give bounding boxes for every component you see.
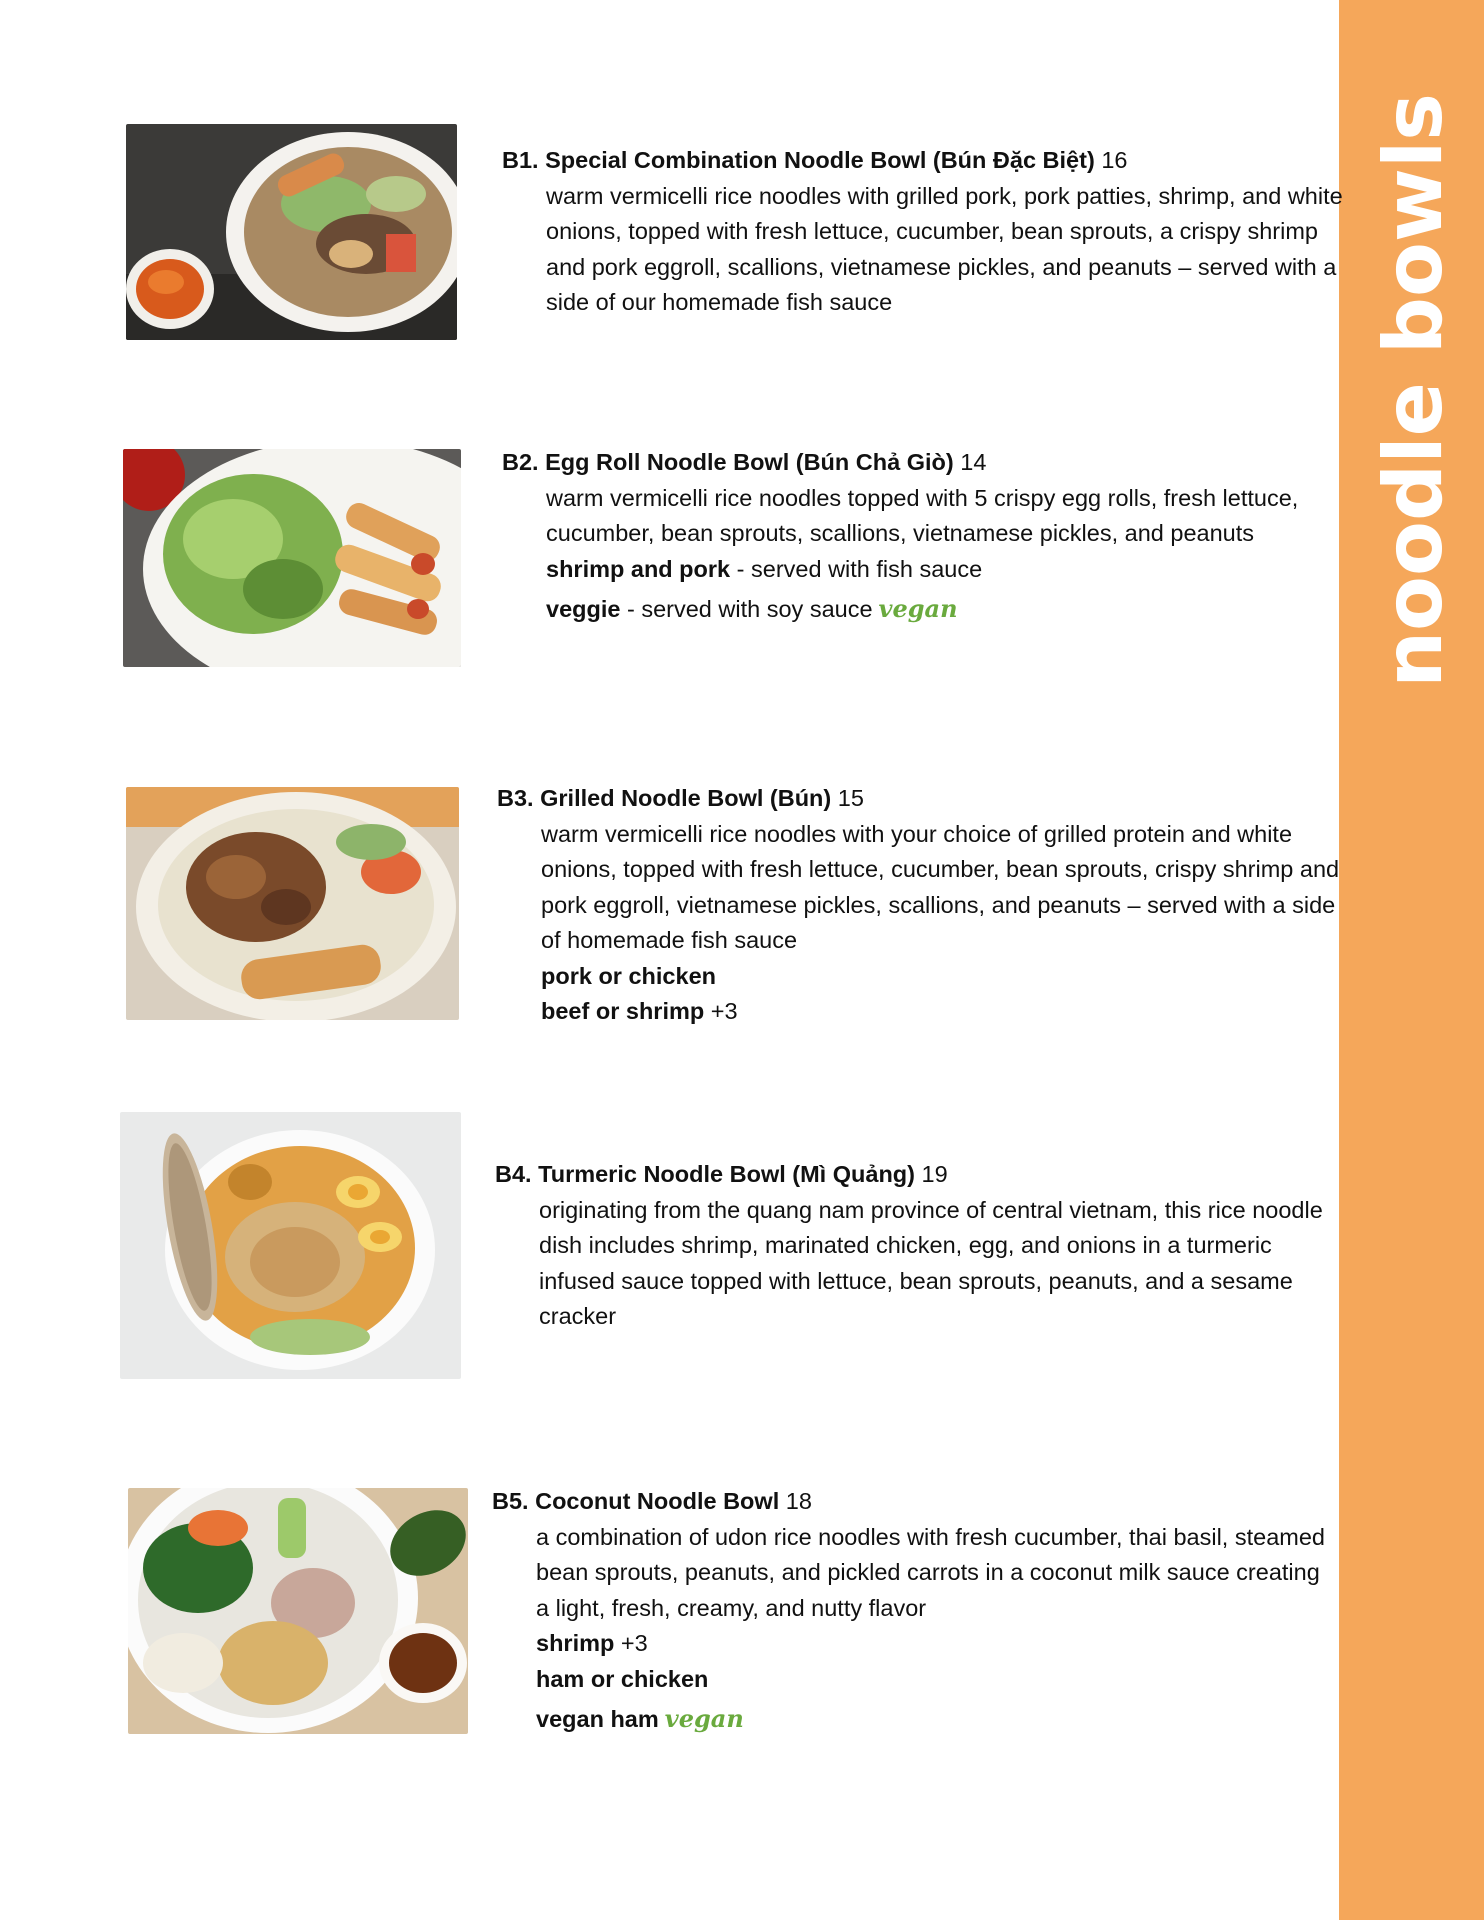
option-note: +3 — [704, 998, 738, 1024]
item-name: Egg Roll Noodle Bowl (Bún Chả Giò) — [545, 449, 954, 475]
item-option — [536, 1662, 1336, 1698]
dish-photo-b3 — [126, 787, 459, 1020]
item-title — [495, 1157, 1339, 1193]
side-banner-label: noodle bowls — [1366, 92, 1460, 688]
item-description: warm vermicelli rice noodles topped with 5 crispy egg rolls, fresh lettuce, cucumber, bean sprouts, scallions, vietnamese pickles, and peanuts — [546, 484, 1299, 546]
item-title — [502, 143, 1346, 179]
item-name: Special Combination Noodle Bowl (Bún Đặc Biệt) — [545, 147, 1095, 173]
menu-item-b4 — [495, 1157, 1339, 1335]
menu-item-b2 — [502, 445, 1346, 628]
item-name: Turmeric Noodle Bowl (Mì Quảng) — [538, 1161, 915, 1187]
item-price: 15 — [837, 785, 864, 811]
option-label: veggie — [546, 596, 621, 622]
item-option — [546, 552, 1346, 588]
dish-photo-b4 — [120, 1112, 461, 1379]
item-description: originating from the quang nam province of central vietnam, this rice noodle dish includes shrimp, marinated chicken, egg, and onions in a turmeric infused sauce topped with lettuce, bean sprouts, peanuts, and a sesame cracker — [539, 1196, 1323, 1329]
item-option — [541, 994, 1341, 1030]
vegan-badge: vegan — [664, 1704, 744, 1733]
option-label: shrimp — [536, 1630, 615, 1656]
item-code: B4. — [495, 1161, 532, 1187]
item-description: a combination of udon rice noodles with fresh cucumber, thai basil, steamed bean sprouts, peanuts, and pickled carrots in a coconut milk sauce creating a light, fresh, creamy, and nutty flavor — [536, 1523, 1325, 1621]
option-note: +3 — [614, 1630, 648, 1656]
dish-photo-b5 — [128, 1488, 468, 1734]
menu-item-b3 — [497, 781, 1341, 1030]
item-price: 18 — [785, 1488, 812, 1514]
item-name: Grilled Noodle Bowl (Bún) — [540, 785, 832, 811]
side-banner-title — [1366, 92, 1460, 688]
item-title — [502, 445, 1346, 481]
option-label: pork or chicken — [541, 962, 716, 989]
item-code: B5. — [492, 1488, 529, 1514]
option-label: ham or chicken — [536, 1665, 709, 1692]
option-note: - served with fish sauce — [730, 555, 983, 582]
item-description: warm vermicelli rice noodles with your choice of grilled protein and white onions, topped with fresh lettuce, cucumber, bean sprouts, crispy shrimp and pork eggroll, vietnamese pickles, scallions, and peanuts – served with a side of homemade fish sauce — [541, 820, 1340, 953]
item-code: B3. — [497, 785, 534, 811]
menu-item-b1 — [502, 143, 1346, 321]
item-code: B2. — [502, 449, 539, 475]
option-note: - served with soy sauce — [620, 596, 873, 622]
option-label: vegan ham — [536, 1706, 659, 1732]
vegan-badge: vegan — [878, 594, 958, 623]
item-title — [492, 1484, 1336, 1520]
item-name: Coconut Noodle Bowl — [535, 1488, 780, 1514]
item-price: 19 — [921, 1161, 948, 1187]
option-label: shrimp and pork — [546, 555, 731, 582]
item-option — [536, 1626, 1336, 1662]
item-code: B1. — [502, 147, 539, 173]
item-price: 14 — [960, 449, 987, 475]
dish-photo-b1 — [126, 124, 457, 340]
dish-photo-b2 — [123, 449, 461, 667]
item-title — [497, 781, 1341, 817]
item-option — [536, 1701, 1336, 1738]
item-option — [546, 591, 1346, 628]
item-price: 16 — [1101, 147, 1128, 173]
item-option — [541, 959, 1341, 995]
menu-item-b5 — [492, 1484, 1336, 1738]
option-label: beef or shrimp — [541, 998, 705, 1024]
item-description: warm vermicelli rice noodles with grilled pork, pork patties, shrimp, and white onions, topped with fresh lettuce, cucumber, bean sprouts, a crispy shrimp and pork eggroll, scallions, vietnamese pickles, and peanuts – served with a side of our homemade fish sauce — [546, 182, 1343, 315]
